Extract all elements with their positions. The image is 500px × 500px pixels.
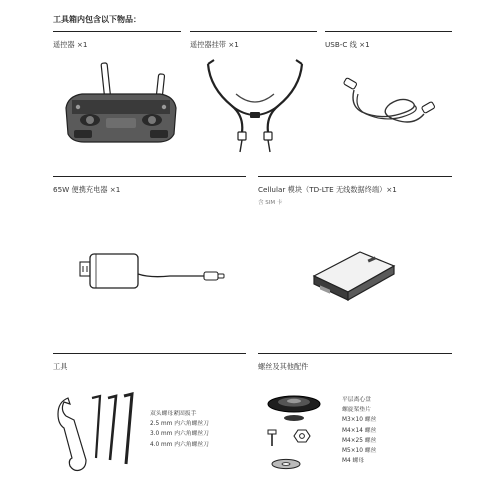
screws-list-item: M3×10 螺丝: [342, 417, 377, 424]
divider-remote: [53, 31, 181, 32]
screws-list-item: M5×10 螺丝: [342, 448, 377, 455]
divider-tools: [53, 353, 246, 354]
cellular-note: 含 SIM 卡: [258, 200, 283, 206]
tools-list-item: 双头螺母紧固扳手: [150, 411, 197, 417]
screws-illustration: [264, 390, 334, 476]
tools-list-item: 2.5 mm 内六角螺丝刀: [150, 421, 209, 428]
divider-charger: [53, 176, 246, 177]
screws-list-item: M4×14 螺丝: [342, 427, 377, 434]
tools-list-item: 3.0 mm 内六角螺丝刀: [150, 431, 209, 438]
tools-list-item: 4.0 mm 内六角螺丝刀: [150, 441, 209, 448]
screws-list: [342, 395, 376, 466]
tools-illustration: [56, 390, 146, 474]
tools-label: 工具: [53, 362, 68, 371]
divider-lanyard: [190, 31, 317, 32]
divider-usbc: [325, 31, 452, 32]
screws-list-item: M4×25 螺丝: [342, 437, 377, 444]
lanyard-illustration: [200, 58, 310, 158]
lanyard-label: 遥控器挂带 ×1: [190, 40, 239, 49]
charger-label: 65W 便携充电器 ×1: [53, 185, 121, 194]
screws-list-item: 平层离心盘: [342, 397, 371, 403]
usbc-label: USB-C 线 ×1: [325, 40, 370, 49]
screws-list-item: M4 螺母: [342, 458, 365, 465]
tools-list: [150, 409, 209, 450]
remote-controller-illustration: [60, 60, 180, 155]
page-heading: 工具箱内包含以下物品：: [53, 15, 141, 24]
screws-list-item: 螺旋桨垫片: [342, 407, 371, 414]
divider-cellular: [258, 176, 452, 177]
remote-label: 遥控器 ×1: [53, 40, 88, 49]
screws-label: 螺丝及其他配件: [258, 362, 309, 371]
cellular-module-illustration: [308, 246, 398, 302]
cellular-label: Cellular 模块（TD-LTE 无线数据终端）×1: [258, 185, 397, 194]
charger-illustration: [80, 248, 230, 298]
usbc-cable-illustration: [340, 74, 440, 134]
divider-screws: [258, 353, 452, 354]
